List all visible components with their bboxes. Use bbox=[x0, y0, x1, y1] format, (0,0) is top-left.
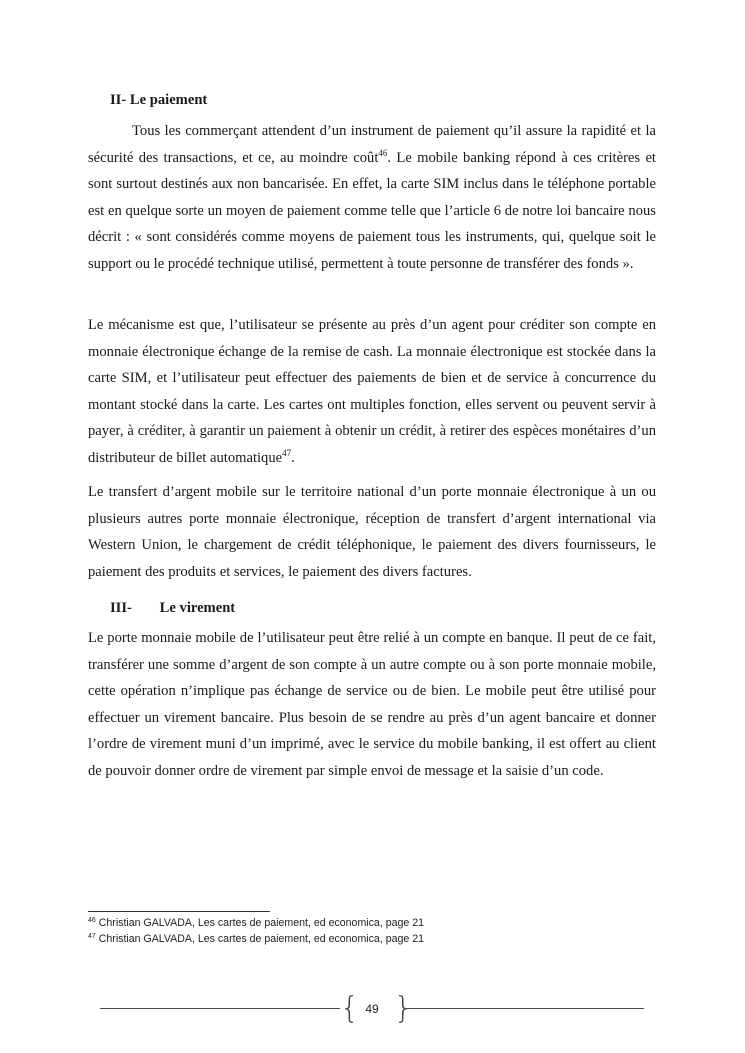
footnote-ref: 46 bbox=[378, 147, 388, 158]
section-title: Le paiement bbox=[129, 92, 208, 108]
page-number: 49 bbox=[365, 1002, 379, 1016]
footnote bbox=[88, 932, 424, 946]
paragraph-text: . Le mobile banking répond à ces critères et sont surtout destinés aux non bancarisée. En effet, la carte SIM inclus dans le téléphone portable est en quelque sorte un moyen de paiement comme telle que l’article 6 de notre loi bancaire nous décrit : « sont considérés comme moyens de paiement tous les instruments, qui, quelque soit le support ou le procédé technique utilisé, permettent à toute personne de transférer des fonds ». bbox=[88, 149, 656, 272]
footnote-ref: 47 bbox=[282, 447, 292, 458]
footnote-text: Christian GALVADA, Les cartes de paiement, ed economica, page 21 bbox=[98, 917, 424, 929]
section-heading-virement bbox=[110, 598, 235, 618]
section-heading-paiement bbox=[110, 90, 207, 110]
right-brace-icon: } bbox=[394, 991, 414, 1026]
paragraph-text: Le mécanisme est que, l’utilisateur se présente au près d’un agent pour créditer son compte en monnaie électronique échange de la remise de cash. La monnaie électronique est stockée dans la carte SIM, et l’utilisateur peut effectuer des paiements de bien et de service à concurrence du montant stocké dans la carte. Les cartes ont multiples fonction, elles servent ou peuvent servir à payer, à créditer, à garantir un paiement à obtenir un crédit, à retirer des espèces monétaires d’un distributeur de billet automatique bbox=[88, 317, 656, 466]
footnote-text: Christian GALVADA, Les cartes de paiement, ed economica, page 21 bbox=[98, 933, 424, 945]
footer-rule-left bbox=[100, 1008, 340, 1009]
section-number: III- bbox=[110, 600, 132, 616]
footnote-number: 46 bbox=[88, 917, 96, 924]
footnote bbox=[88, 916, 424, 930]
paragraph-text: . bbox=[291, 449, 295, 466]
paragraph bbox=[88, 479, 656, 585]
paragraph-text: Le porte monnaie mobile de l’utilisateur peut être relié à un compte en banque. Il peut de ce fait, transférer une somme d’argent de son compte à un autre compte ou à son porte monnaie mobile, cette opération n’implique pas échange de service ou de bien. Le mobile peut être utilisé pour effectuer un virement bancaire. Plus besoin de se rendre au près d’un agent bancaire et donner l’ordre de virement muni d’un imprimé, avec le service du mobile banking, il est offert au client de pouvoir donner ordre de virement par simple envoi de message et la saisie d’un code. bbox=[88, 630, 656, 779]
section-number: II- bbox=[110, 92, 127, 108]
footnote-number: 47 bbox=[88, 933, 96, 940]
paragraph bbox=[88, 625, 656, 784]
paragraph bbox=[88, 118, 656, 277]
footer-rule-right bbox=[406, 1008, 644, 1009]
paragraph-text: Le transfert d’argent mobile sur le territoire national d’un porte monnaie électronique à un ou plusieurs autres porte monnaie électronique, réception de transfert d’argent international via Western Union, le chargement de crédit téléphonique, le paiement des divers fournisseurs, le paiement des produits et services, le paiement des divers factures. bbox=[88, 484, 656, 580]
left-brace-icon: { bbox=[340, 991, 360, 1026]
footnote-separator bbox=[88, 911, 270, 912]
paragraph-text: Tous les commerçant attendent d’un instrument de paiement qu’il assure la rapidité et la sécurité des transactions, et ce, au moindre coût bbox=[88, 123, 656, 166]
section-title: Le virement bbox=[159, 600, 236, 616]
page-number-footer bbox=[0, 991, 745, 1028]
paragraph bbox=[88, 312, 656, 471]
